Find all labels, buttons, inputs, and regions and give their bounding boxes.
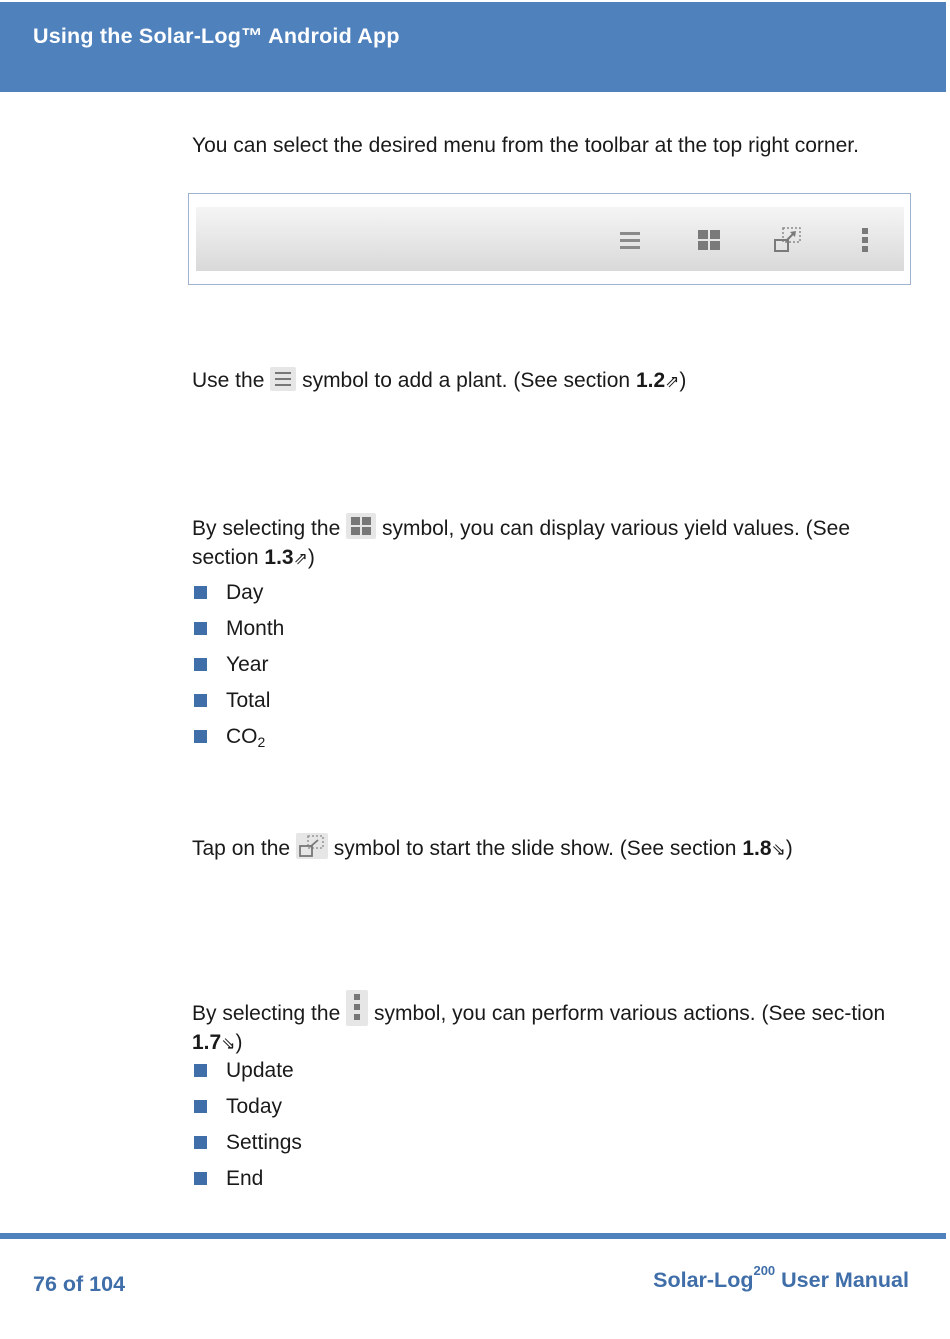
actions-text-pre: By selecting the <box>192 1002 341 1025</box>
up-right-arrow-icon: ⇗ <box>293 549 308 568</box>
down-right-arrow-icon: ⇘ <box>771 840 786 859</box>
list-item: End <box>192 1164 302 1200</box>
slideshow-text-post: symbol to start the slide show. (See section <box>333 837 737 860</box>
list-item: Month <box>192 614 284 650</box>
manual-title-pre: Solar-Log <box>653 1268 754 1292</box>
close-paren: ) <box>785 837 793 860</box>
close-paren: ) <box>307 546 315 569</box>
list-item: Year <box>192 650 284 686</box>
yield-list <box>192 578 284 758</box>
menu-icon[interactable] <box>616 226 646 254</box>
section-ref-1-2[interactable]: 1.2 <box>635 369 666 392</box>
grid-icon <box>346 513 376 539</box>
add-plant-text-pre: Use the <box>192 369 265 392</box>
list-item: Update <box>192 1056 302 1092</box>
yield-text-pre: By selecting the <box>192 517 341 540</box>
header-title: Using the Solar-Log™ Android App <box>33 24 400 48</box>
up-right-arrow-icon: ⇗ <box>665 372 680 391</box>
close-paren: ) <box>679 369 687 392</box>
down-right-arrow-icon: ⇘ <box>221 1034 236 1053</box>
add-plant-text-post: symbol to add a plant. (See section <box>302 369 631 392</box>
list-item: Settings <box>192 1128 302 1164</box>
actions-paragraph <box>192 990 912 1058</box>
slideshow-text-pre: Tap on the <box>192 837 291 860</box>
grid-icon[interactable] <box>695 226 725 254</box>
intro-paragraph: You can select the desired menu from the toolbar at the top right corner. <box>192 134 859 157</box>
footer-divider <box>0 1233 946 1239</box>
slideshow-paragraph <box>192 833 912 864</box>
page-number: 76 of 104 <box>33 1272 126 1296</box>
co2-subscript: 2 <box>257 734 266 750</box>
overflow-icon[interactable] <box>851 226 881 254</box>
section-ref-1-3[interactable]: 1.3 <box>264 546 294 569</box>
close-paren: ) <box>235 1031 243 1054</box>
toolbar-bar <box>196 207 904 271</box>
overflow-icon <box>346 990 368 1026</box>
menu-icon <box>270 367 296 391</box>
co2-text: CO <box>226 725 258 748</box>
actions-text-post: symbol, you can perform various actions. (See sec-tion <box>373 1002 886 1025</box>
section-ref-1-8[interactable]: 1.8 <box>742 837 772 860</box>
toolbar-screenshot <box>188 193 911 285</box>
slideshow-icon[interactable] <box>773 226 803 254</box>
list-item: Today <box>192 1092 302 1128</box>
page-header <box>0 2 946 92</box>
yield-text-post: symbol, you can display various yield values. (See section <box>192 517 851 569</box>
list-item <box>192 722 284 758</box>
manual-title-sup: 200 <box>753 1263 776 1278</box>
list-item: Day <box>192 578 284 614</box>
actions-list <box>192 1056 302 1200</box>
section-ref-1-7[interactable]: 1.7 <box>192 1031 222 1054</box>
manual-title-post: User Manual <box>775 1268 909 1292</box>
add-plant-paragraph <box>192 366 912 396</box>
manual-title <box>653 1263 909 1293</box>
list-item: Total <box>192 686 284 722</box>
yield-paragraph <box>192 513 912 573</box>
slideshow-icon <box>296 833 328 859</box>
